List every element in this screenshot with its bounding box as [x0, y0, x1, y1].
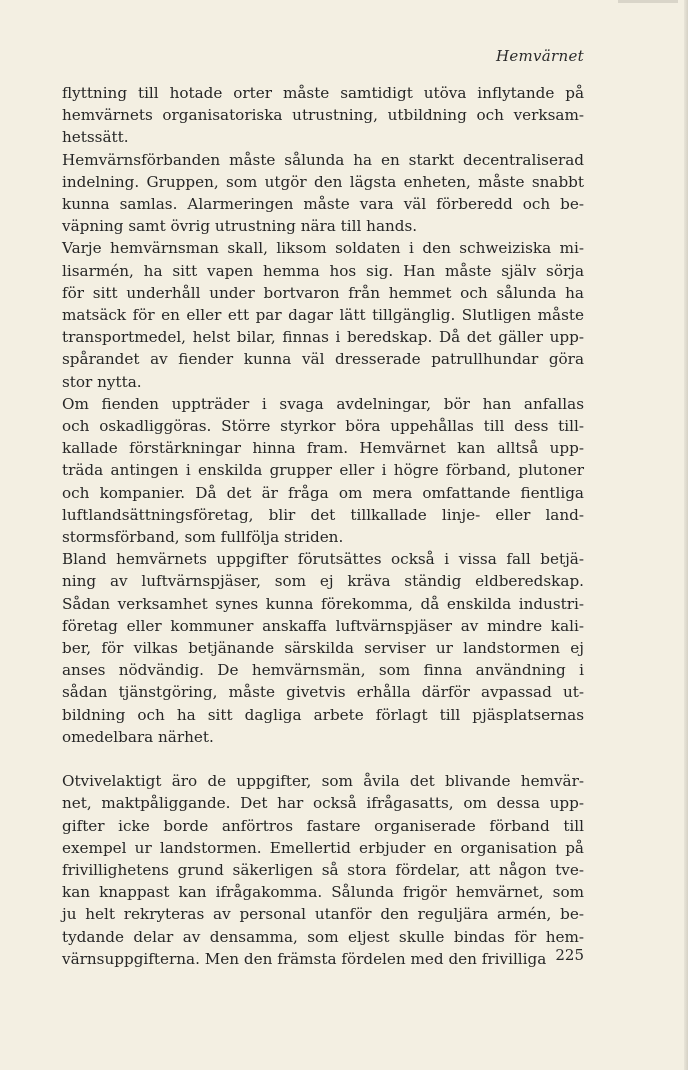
text-line: bildning och ha sitt dagliga arbete förlagt till pjäsplatsernas [62, 705, 584, 724]
text-line: väpning samt övrig utrustning nära till hands. [62, 217, 418, 236]
text-line: transportmedel, helst bilar, finnas i beredskap. Då det gäller upp- [62, 328, 584, 347]
body-text [62, 82, 584, 970]
text-line: flyttning till hotade orter måste samtidigt utöva inflytande på [62, 84, 584, 102]
text-line: net, maktpåliggande. Det har också ifrågasatts, om dessa upp- [62, 794, 584, 813]
text-line: sådan tjänstgöring, måste givetvis erhålla därför avpassad ut- [62, 683, 584, 702]
text-line: Om fienden uppträder i svaga avdelningar, bör han anfallas [62, 394, 584, 413]
text-line: Otvivelaktigt äro de uppgifter, som åvila det blivande hemvär- [62, 772, 584, 791]
text-line: värnsuppgifterna. Men den främsta fördelen med den frivilliga [62, 949, 547, 968]
text-line: gifter icke borde anförtros fastare organiserade förband till [62, 816, 584, 835]
text-line: anses nödvändig. De hemvärnsmän, som finna användning i [62, 661, 584, 680]
text-line: lisarmén, ha sitt vapen hemma hos sig. Han måste själv sörja [62, 261, 584, 280]
text-line: ning av luftvärnspjäser, som ej kräva ständig eldberedskap. [62, 572, 584, 591]
text-line: och kompanier. Då det är fråga om mera omfattande fientliga [62, 483, 584, 502]
text-line: företag eller kommuner anskaffa luftvärnspjäser av mindre kali- [62, 616, 584, 635]
text-line: Sådan verksamhet synes kunna förekomma, då enskilda industri- [62, 594, 584, 613]
section-break [62, 748, 584, 770]
text-line: kan knappast kan ifrågakomma. Sålunda frigör hemvärnet, som [62, 883, 584, 902]
text-line: indelning. Gruppen, som utgör den lägsta enheten, måste snabbt [62, 172, 584, 191]
page-number: 225 [555, 946, 584, 964]
text-line: och oskadliggöras. Större styrkor böra uppehållas till dess till- [62, 417, 584, 436]
running-head: Hemvärnet [495, 47, 584, 65]
text-line: Hemvärnsförbanden måste sålunda ha en starkt decentraliserad [62, 150, 584, 169]
paragraph [62, 237, 584, 392]
scan-edge-mark [618, 0, 678, 3]
text-line: hemvärnets organisatoriska utrustning, utbildning och verksam- [62, 106, 584, 125]
text-line: omedelbara närhet. [62, 727, 214, 746]
page-edge-shadow [684, 0, 688, 1070]
text-line: ju helt rekryteras av personal utanför den reguljära armén, be- [62, 905, 584, 924]
text-line: hetssätt. [62, 128, 129, 147]
text-line: ber, för vilkas betjänande särskilda serviser ur landstormen ej [62, 639, 584, 658]
text-line: spårandet av fiender kunna väl dresserade patrullhundar göra [62, 350, 584, 369]
text-line: för sitt underhåll under bortvaron från hemmet och sålunda ha [62, 283, 584, 302]
text-line: luftlandsättningsföretag, blir det tillkallade linje- eller land- [62, 505, 584, 524]
paragraph [62, 149, 584, 238]
text-line: tydande delar av densamma, som eljest skulle bindas för hem- [62, 927, 584, 946]
text-line: Bland hemvärnets uppgifter förutsättes också i vissa fall betjä- [62, 550, 584, 569]
text-line: Varje hemvärnsman skall, liksom soldaten i den schweiziska mi- [62, 239, 584, 258]
paragraph [62, 548, 584, 748]
text-line: exempel ur landstormen. Emellertid erbjuder en organisation på [62, 838, 584, 857]
paragraph [62, 393, 584, 548]
text-line: träda antingen i enskilda grupper eller i högre förband, plutoner [62, 461, 584, 480]
text-line: frivillighetens grund säkerligen så stora fördelar, att någon tve- [62, 860, 584, 879]
paragraph [62, 82, 584, 149]
text-line: kunna samlas. Alarmeringen måste vara väl förberedd och be- [62, 195, 584, 214]
text-line: stor nytta. [62, 372, 142, 391]
text-line: kallade förstärkningar hinna fram. Hemvärnet kan alltså upp- [62, 439, 584, 458]
paragraph [62, 770, 584, 970]
text-line: matsäck för en eller ett par dagar lätt tillgänglig. Slutligen måste [62, 306, 584, 325]
text-line: stormsförband, som fullfölja striden. [62, 528, 344, 547]
